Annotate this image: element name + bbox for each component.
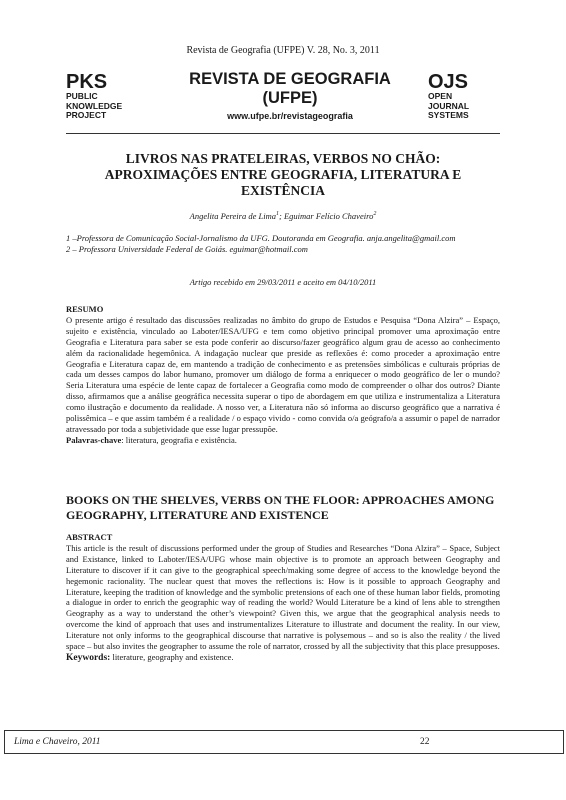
authors bbox=[66, 211, 500, 221]
ojs-logo-title: OJS bbox=[428, 71, 469, 93]
author-1-affil-mark: 1 bbox=[275, 211, 279, 218]
article-title-en: BOOKS ON THE SHELVES, VERBS ON THE FLOOR: APPROACHES AMONG GEOGRAPHY, LITERATURE AND EXISTENCE bbox=[66, 493, 495, 522]
ojs-logo bbox=[428, 72, 469, 121]
received-date: Artigo recebido em 29/03/2011 e aceito em 04/10/2011 bbox=[189, 277, 377, 287]
pks-logo-line: KNOWLEDGE bbox=[66, 100, 123, 111]
journal-citation: Revista de Geografia (UFPE) V. 28, No. 3, 2011 bbox=[186, 45, 380, 56]
keywords bbox=[66, 652, 500, 664]
affiliation-2: 2 – Professora Universidade Federal de Goiás. eguimar@hotmail.com bbox=[66, 244, 308, 254]
abstract-text: This article is the result of discussions performed under the group of Studies and Researches “Dona Alzira” – Space, Subject and Existance, linked to Laboter/IESA/UFG whose main objective is to promote an approach between Geography and Literature to discover if it can give to the geographical speech/making some degree of access to the knowledge beyond the hegemonic racionality. The nuclear quest that moves the reflections is: How is it possible to approach Geography and Literature, keeping the tradition of knowledge and the symbolic pretensions of each one of these human labor fields, promoting a dialogue in order to enrich the geographic way of reading the world? Would Literature be a kind of lens able to strengthen Geography as a way to understand the other’s viewpoint? Given this, we argue that the geographical analysis needs to overcome the kind of approach that uses and instrumentalizes Literature to illustrate and document the reality. In our view, Literature not only informs to the geographical discourse that narrative is polysemous – and so is also the reality / the lived space – but also invites the geographer to assume the role of narrator, crossed by all the subjectivity that this place presupposes. bbox=[66, 542, 500, 652]
page-number: 22 bbox=[420, 737, 430, 747]
pks-logo bbox=[66, 72, 122, 121]
palavras-chave-text: : literatura, geografia e existência. bbox=[121, 434, 237, 445]
ojs-logo-line: OPEN bbox=[428, 91, 453, 101]
masthead-url[interactable]: www.ufpe.br/revistageografia bbox=[227, 111, 353, 121]
affiliation-1: 1 –Professora de Comunicação Social-Jornalismo da UFG. Doutoranda em Geografia. anja.angelita@gmail.com bbox=[66, 233, 456, 243]
masthead-title: REVISTA DE GEOGRAFIA bbox=[189, 70, 391, 88]
author-1: Angelita Pereira de Lima bbox=[189, 211, 276, 221]
author-2: Eguimar Felício Chaveiro bbox=[283, 211, 374, 221]
header-divider bbox=[66, 133, 500, 134]
abstract-section bbox=[66, 532, 500, 664]
masthead-subtitle: (UFPE) bbox=[262, 89, 318, 107]
author-separator: ; bbox=[278, 211, 284, 221]
footer-citation: Lima e Chaveiro, 2011 bbox=[14, 737, 101, 747]
resumo-text: O presente artigo é resultado das discussões realizadas no âmbito do grupo de Estudos e Pesquisa “Dona Alzira” – Espaço, sujeito e existência, vinculado ao Laboter/IESA/UFG e tem como objetivo principal promover uma aproximação entre Geografia e Literatura para saber se esta pode conferir ao discurso/fazer geográfico algum grau de acesso ao conhecimento além da racionalidade hegemônica. A indagação nuclear que preside as reflexões é: como proceder a aproximação entre Geografia e Literatura capaz de, em mantendo a tradição de conhecimento e as pretensões simbólicas e culturais próprias de cada um desses campos do labor humano, promover um diálogo de forma a enriquecer o modo geográfico de ler o mundo? Seria Literatura uma espécie de lente capaz de fortalecer a Geografia como modo de compreender o olhar dos outros? Diante disso, afirmamos que a análise geográfica necessita superar o tipo de abordagem em que utiliza e instrumentaliza a Literatura como ilustração e documento da realidade. A nosso ver, a Literatura não só informa ao discurso geográfico que a narrativa é polissêmica – e que assim também é a realidade / o espaço vivido - como convida o/a geógrafo/a a assumir o papel de narrador atravessado por toda a subjetividade que esse lugar pressupõe. bbox=[66, 314, 500, 434]
palavras-chave bbox=[66, 435, 500, 446]
article-title-pt: LIVROS NAS PRATELEIRAS, VERBOS NO CHÃO: APROXIMAÇÕES ENTRE GEOGRAFIA, LITERATURA E EXISTÊNCIA bbox=[104, 151, 462, 198]
pks-logo-line: PUBLIC bbox=[66, 91, 98, 101]
journal-masthead bbox=[170, 70, 410, 122]
keywords-text: literature, geography and existence. bbox=[110, 651, 234, 662]
affiliations bbox=[66, 233, 500, 255]
ojs-logo-line: JOURNAL bbox=[428, 100, 470, 111]
keywords-label: Keywords: bbox=[66, 652, 111, 663]
resumo-heading: RESUMO bbox=[66, 304, 104, 314]
author-2-affil-mark: 2 bbox=[373, 211, 377, 218]
resumo-section bbox=[66, 304, 500, 446]
ojs-logo-line: SYSTEMS bbox=[428, 110, 469, 120]
palavras-chave-label: Palavras-chave bbox=[66, 434, 122, 445]
pks-logo-line: PROJECT bbox=[66, 110, 107, 120]
pks-logo-title: PKS bbox=[66, 71, 108, 93]
abstract-heading: ABSTRACT bbox=[66, 532, 113, 542]
